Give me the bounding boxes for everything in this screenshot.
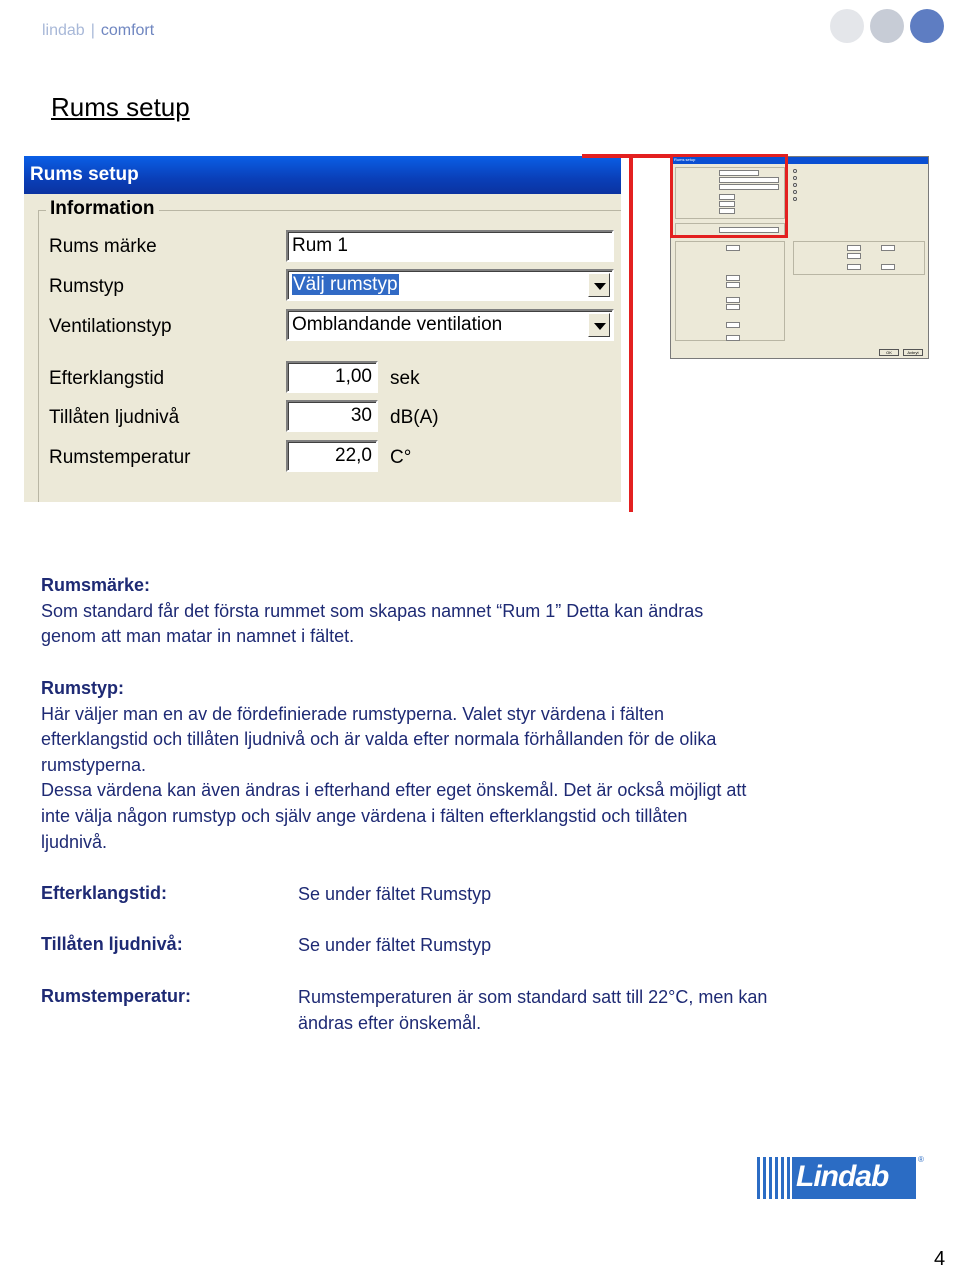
logo-registered-mark: ® [918, 1155, 924, 1164]
page-number: 4 [934, 1248, 946, 1270]
thumbnail-radio [793, 197, 797, 201]
room-type-select[interactable] [286, 269, 614, 301]
callout-highlight-box [670, 154, 788, 238]
thumbnail-field [847, 253, 861, 259]
definition-term: Tillåten ljudnivå: [41, 934, 183, 954]
definition-desc: Se under fältet Rumstyp [298, 884, 492, 904]
rumsmarke-line-2: genom att man matar in namnet i fältet. [41, 626, 355, 646]
thumbnail-radio [793, 176, 797, 180]
ventilation-type-label: Ventilationstyp [49, 316, 172, 337]
thumbnail-radio [793, 183, 797, 187]
information-group-label: Information [46, 198, 159, 220]
decor-circle-blue [910, 9, 944, 43]
rumstyp-line-1: Här väljer man en av de fördefinierade rumstyperna. Valet styr värdena i fälten [41, 704, 664, 724]
definition-term: Rumstemperatur: [41, 986, 192, 1006]
brand-separator: | [90, 22, 95, 39]
allowed-noise-unit: dB(A) [390, 407, 439, 428]
definition-desc: Se under fältet Rumstyp [298, 935, 492, 955]
room-temp-unit: C° [390, 447, 412, 468]
rumsmarke-line-1: Som standard får det första rummet som skapas namnet “Rum 1” Detta kan ändras [41, 601, 704, 621]
rumstyp-line-5: inte välja någon rumstyp och själv ange värdena i fälten efterklangstid och tillåten [41, 806, 688, 826]
definition-desc: Rumstemperaturen är som standard satt till 22°C, men kan [298, 987, 768, 1007]
rumstyp-line-6: ljudnivå. [41, 832, 108, 852]
rumstyp-line-4: Dessa värdena kan även ändras i efterhand efter eget önskemål. Det är också möjligt att [41, 780, 747, 800]
thumbnail-field [726, 322, 740, 328]
thumbnail-radio [793, 169, 797, 173]
thumbnail-field [726, 275, 740, 281]
thumbnail-field [726, 304, 740, 310]
brand-comfort: comfort [100, 22, 155, 39]
rumstyp-line-2: efterklangstid och tillåten ljudnivå och är valda efter normala förhållanden för de olika [41, 729, 717, 749]
logo-stripes [754, 1157, 792, 1199]
ventilation-type-select[interactable] [286, 309, 614, 341]
thumbnail-field [881, 264, 895, 270]
thumbnail-title: Rums setup [674, 157, 696, 162]
allowed-noise-input[interactable]: 30 [286, 400, 378, 432]
definition-term: Efterklangstid: [41, 883, 168, 903]
logo-text: Lindab [796, 1160, 889, 1193]
rumstyp-line-3: rumstyperna. [41, 755, 147, 775]
brand-lindab: lindab [42, 22, 85, 39]
chevron-down-icon[interactable] [588, 313, 610, 337]
room-name-label: Rums märke [49, 236, 157, 257]
brand-header [42, 22, 154, 40]
thumbnail-radio [793, 190, 797, 194]
page-title: Rums setup [51, 92, 190, 122]
thumbnail-cancel-button: Avbryt [903, 349, 923, 356]
thumbnail-field [881, 245, 895, 251]
dialog-titlebar [24, 156, 621, 194]
section-heading-rumstyp: Rumstyp: [41, 678, 125, 698]
section-heading-rumsmarke: Rumsmärke: [41, 575, 151, 595]
thumbnail-field [726, 335, 740, 341]
reverb-time-unit: sek [390, 368, 420, 389]
thumbnail-field [847, 264, 861, 270]
room-name-input[interactable]: Rum 1 [286, 230, 614, 262]
dialog-title: Rums setup [30, 164, 139, 185]
room-temp-input[interactable]: 22,0 [286, 440, 378, 472]
lindab-logo [754, 1157, 916, 1199]
chevron-down-icon[interactable] [588, 273, 610, 297]
thumbnail-field [726, 282, 740, 288]
decor-circle-light [830, 9, 864, 43]
room-type-value: Välj rumstyp [293, 274, 398, 295]
allowed-noise-label: Tillåten ljudnivå [49, 407, 180, 428]
room-temp-label: Rumstemperatur [49, 447, 191, 468]
thumbnail-field [726, 297, 740, 303]
thumbnail-field [726, 245, 740, 251]
callout-line-top [582, 154, 670, 158]
reverb-time-input[interactable]: 1,00 [286, 361, 378, 393]
decor-circle-mid [870, 9, 904, 43]
room-type-label: Rumstyp [49, 276, 124, 297]
reverb-time-label: Efterklangstid [49, 368, 165, 389]
thumbnail-ok-button: OK [879, 349, 899, 356]
zoomed-dialog-screenshot [24, 156, 621, 502]
callout-line-vertical [629, 156, 633, 512]
definition-desc: ändras efter önskemål. [298, 1013, 482, 1033]
ventilation-type-value: Omblandande ventilation [292, 314, 503, 335]
thumbnail-field [847, 245, 861, 251]
